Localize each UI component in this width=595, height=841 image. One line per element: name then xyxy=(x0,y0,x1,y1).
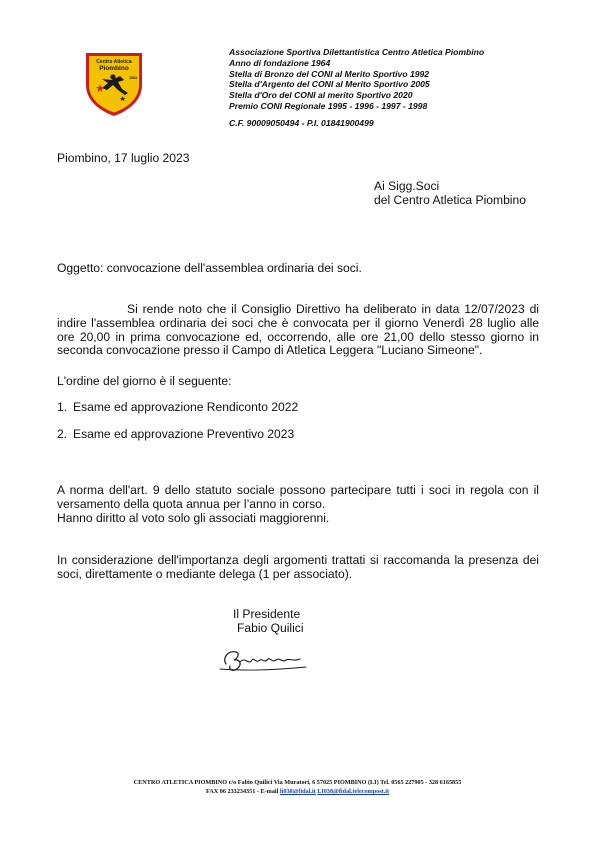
agenda-item-number: 1. xyxy=(57,400,68,414)
agenda-item xyxy=(57,401,298,415)
letter-subject: Oggetto: convocazione dell'assemblea ordinaria dei soci. xyxy=(57,261,362,275)
email-link-primary[interactable]: li038@fidal.it xyxy=(279,788,316,795)
agenda-item-text: Esame ed approvazione Rendiconto 2022 xyxy=(73,400,299,414)
header-line: Stella d'Oro del CONI al merito Sportivo 2020 xyxy=(229,90,413,101)
logo-text-top: Centro Atletica xyxy=(96,59,132,65)
logo-text-main: Piombino xyxy=(99,65,129,72)
header-line: Anno di fondazione 1964 xyxy=(229,57,331,68)
voting-rights-text: Hanno diritto al voto solo gli associati maggiorenni. xyxy=(57,510,330,525)
convocation-text: Si rende noto che il Consiglio Direttivo ha deliberato in data 12/07/2023 di indire l'assemblea ordinaria dei soci che è convocata per il giorno Venerdì 28 luglio alle ore 20,00 in prima convocazione ed, occorrendo, alle ore 21,00 dello stesso giorno in seconda convocazione presso il Campo di Atletica Leggera "Luciano Simeone". xyxy=(57,302,539,358)
letter-date: Piombino, 17 luglio 2023 xyxy=(57,151,190,165)
recipient-line: Ai Sigg.Soci xyxy=(374,179,440,193)
agenda-item-number: 2. xyxy=(57,427,68,441)
letter-footer xyxy=(0,778,595,796)
footer-address: CENTRO ATLETICA PIOMBINO c/o Fabio Quilici Via Muratori, 6 57025 PIOMBINO (LI) Tel. 0565 227905 - 328 6165855 xyxy=(133,779,462,786)
agenda-item xyxy=(57,428,294,442)
recipients xyxy=(374,180,526,208)
email-link-secondary[interactable]: LI038@fidal.telecompost.it xyxy=(317,788,390,795)
agenda-item-text: Esame ed approvazione Preventivo 2023 xyxy=(73,427,295,441)
signature-role: Il Presidente xyxy=(233,607,301,621)
logo-text-year: 1964 xyxy=(129,76,137,80)
signature-name: Fabio Quilici xyxy=(237,621,304,635)
participation-paragraph xyxy=(57,484,539,525)
header-line: Associazione Sportiva Dilettantistica Centro Atletica Piombino xyxy=(229,47,485,57)
convocation-paragraph xyxy=(57,303,539,358)
attendance-paragraph: In considerazione dell'importanza degli argomenti trattati si raccomanda la presenza dei soci, direttamente o mediante delega (1 per associato). xyxy=(57,553,539,581)
participation-text: A norma dell'art. 9 dello statuto sociale possono partecipare tutti i soci in regola con il versamento della quota annua per l’anno in corso. xyxy=(57,483,539,511)
header-line: Premio CONI Regionale 1995 - 1996 - 1997 - 1998 xyxy=(229,100,428,111)
handwritten-signature xyxy=(216,644,312,674)
recipient-line: del Centro Atletica Piombino xyxy=(374,192,526,207)
footer-contacts xyxy=(0,787,595,796)
association-header xyxy=(229,47,569,112)
tax-codes: C.F. 90009050494 - P.I. 01841900499 xyxy=(229,118,374,128)
header-line: Stella d'Argento del CONI al Merito Sportivo 2005 xyxy=(229,79,430,90)
club-logo xyxy=(82,49,146,119)
agenda-intro: L'ordine del giorno è il seguente: xyxy=(57,374,232,388)
header-line: Stella di Bronzo del CONI al Merito Sportivo 1992 xyxy=(229,68,430,79)
footer-fax: FAX 06 233234351 - E-mail xyxy=(205,788,280,795)
